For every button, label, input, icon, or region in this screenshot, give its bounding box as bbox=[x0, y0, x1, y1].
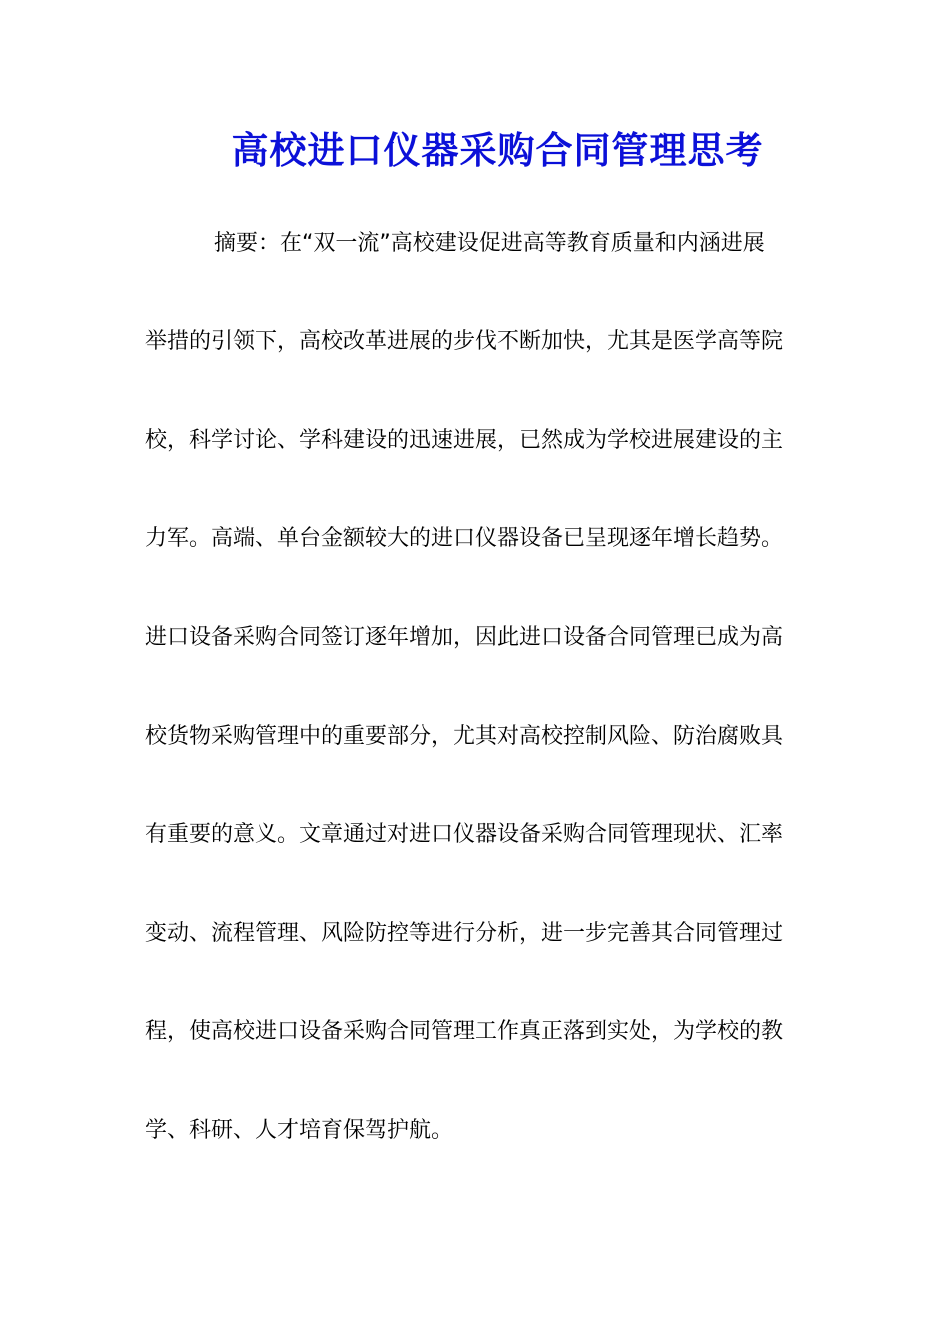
abstract-line-9: 程，使高校进口设备采购合同管理工作真正落到实处，为学校的教 bbox=[145, 1019, 784, 1044]
abstract-line-3: 校，科学讨论、学科建设的迅速进展，已然成为学校进展建设的主 bbox=[145, 428, 784, 453]
abstract-line-1: 摘要：在“双一流”高校建设促进高等教育质量和内涵进展 bbox=[214, 231, 765, 256]
document-title: 高校进口仪器采购合同管理思考 bbox=[231, 128, 764, 172]
abstract-line-5: 进口设备采购合同签订逐年增加，因此进口设备合同管理已成为高 bbox=[145, 625, 784, 650]
abstract-line-6: 校货物采购管理中的重要部分，尤其对高校控制风险、防治腐败具 bbox=[145, 724, 784, 749]
abstract-line-2: 举措的引领下，高校改革进展的步伐不断加快，尤其是医学高等院 bbox=[145, 329, 784, 354]
abstract-line-4: 力军。高端、单台金额较大的进口仪器设备已呈现逐年增长趋势。 bbox=[145, 526, 784, 551]
abstract-line-10: 学、科研、人才培育保驾护航。 bbox=[145, 1118, 454, 1143]
abstract-line-7: 有重要的意义。文章通过对进口仪器设备采购合同管理现状、汇率 bbox=[145, 822, 784, 847]
abstract-line-8: 变动、流程管理、风险防控等进行分析，进一步完善其合同管理过 bbox=[145, 921, 784, 946]
